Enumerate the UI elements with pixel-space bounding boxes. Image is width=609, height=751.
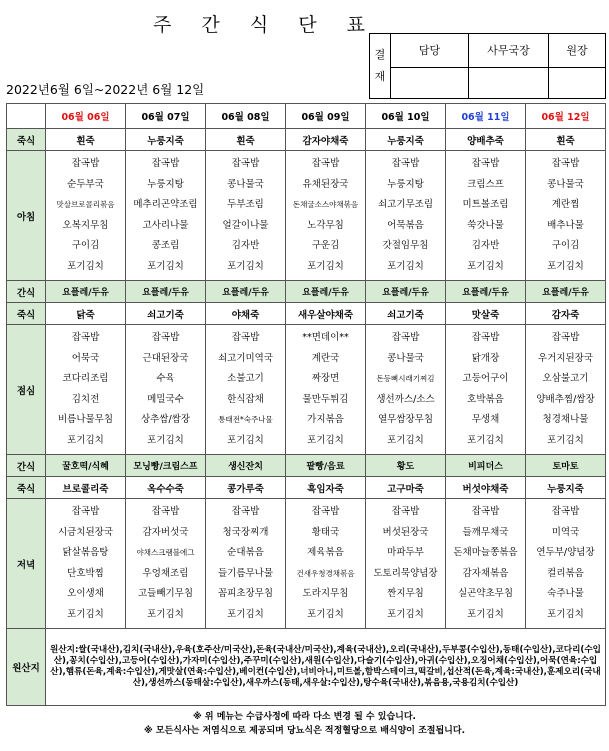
menu-item: 잡곡밥 <box>71 158 100 169</box>
menu-item: 소불고기 <box>227 373 264 384</box>
porridge1-item: 흰죽 <box>206 129 286 151</box>
lunch-day-cell <box>366 325 446 455</box>
menu-item: 어묵볶음 <box>387 219 424 231</box>
menu-item: 숙주나물 <box>547 588 584 599</box>
menu-item: 두부조림 <box>227 199 264 210</box>
porridge3-item: 버섯야채죽 <box>446 477 526 499</box>
menu-item: 컬리볶음 <box>547 567 584 579</box>
day-header: 06월 11일 <box>446 104 526 129</box>
breakfast-day-cell <box>206 151 286 281</box>
approval-label-char: 결 <box>374 48 386 61</box>
menu-item: 콩조림 <box>151 240 180 251</box>
menu-item: 구이김 <box>551 240 580 251</box>
menu-item: 포기김치 <box>147 260 184 272</box>
menu-item: 포기김치 <box>227 434 264 446</box>
menu-item: 잡곡밥 <box>551 506 580 517</box>
menu-item: 잡곡밥 <box>471 332 500 343</box>
menu-item: 미역국 <box>551 526 580 538</box>
breakfast-day-cell <box>286 151 366 281</box>
menu-item: 포기김치 <box>67 260 104 272</box>
menu-item: 순두부국 <box>67 178 104 190</box>
menu-item: 포기김치 <box>467 608 504 620</box>
menu-item: 마파두부 <box>387 547 424 558</box>
menu-item: 잡곡밥 <box>151 332 180 343</box>
menu-item: 포기김치 <box>67 608 104 620</box>
menu-item: 유채된장국 <box>302 178 349 190</box>
dinner-day-cell <box>126 499 206 629</box>
menu-item: 쇠고기미역국 <box>217 352 274 364</box>
snack2-item: 꿀호떡/식혜 <box>46 455 126 477</box>
menu-item: 청경채나물 <box>542 414 589 425</box>
porridge1-item: 감자야채죽 <box>286 129 366 151</box>
menu-item: 잡곡밥 <box>231 332 260 343</box>
snack2-item: 비피더스 <box>446 455 526 477</box>
menu-item: 콩나물국 <box>387 352 424 364</box>
menu-item: 포기김치 <box>227 608 264 620</box>
porridge3-item: 고구마죽 <box>366 477 446 499</box>
approval-role: 사무국장 <box>469 34 549 68</box>
menu-item: 얼갈이나물 <box>222 219 269 231</box>
porridge2-item: 감자죽 <box>526 303 606 325</box>
menu-item: 계란찜 <box>551 199 580 210</box>
menu-item: 시금치된장국 <box>57 526 114 538</box>
snack1-item: 요플레/두유 <box>446 281 526 303</box>
dinner-day-cell <box>446 499 526 629</box>
menu-item: 짠지무침 <box>387 588 424 599</box>
day-header: 06월 07일 <box>126 104 206 129</box>
menu-item: 포기김치 <box>467 434 504 446</box>
category-porridge: 죽식 <box>7 303 46 325</box>
dinner-day-cell <box>286 499 366 629</box>
menu-item: 고들빼기무침 <box>137 588 194 599</box>
porridge1-item: 양배추죽 <box>446 129 526 151</box>
menu-item: **면데이** <box>302 332 349 343</box>
snack1-item: 요플레/두유 <box>46 281 126 303</box>
lunch-day-cell <box>446 325 526 455</box>
lunch-day-cell <box>526 325 606 455</box>
menu-item: 연두부/양념장 <box>536 547 595 558</box>
menu-item: 구이김 <box>71 240 100 251</box>
menu-item: 포기김치 <box>307 608 344 620</box>
note-line: ※ 위 메뉴는 수급사정에 따라 다소 변경 될 수 있습니다. <box>193 712 416 722</box>
category-dinner: 저녁 <box>7 499 46 629</box>
menu-item: 황태국 <box>311 526 340 538</box>
menu-item: 비름나물무침 <box>57 414 114 425</box>
menu-item: 맛살브로콜리볶음 <box>56 200 115 209</box>
category-porridge: 죽식 <box>7 477 46 499</box>
menu-item: 열무쌈장무침 <box>377 414 434 425</box>
menu-item: 포기김치 <box>67 434 104 446</box>
menu-item: 포기김치 <box>387 260 424 272</box>
menu-item: 김자반 <box>471 240 500 251</box>
menu-item: 도라지무침 <box>302 588 349 599</box>
menu-item: 잡곡밥 <box>71 332 100 343</box>
menu-item: 계란국 <box>311 352 340 364</box>
lunch-day-cell <box>206 325 286 455</box>
snack2-item: 토마토 <box>526 455 606 477</box>
menu-item: 수육 <box>156 373 175 384</box>
category-snack: 간식 <box>7 455 46 477</box>
menu-item: 돈채마늘쫑볶음 <box>453 547 518 558</box>
category-snack: 간식 <box>7 281 46 303</box>
breakfast-day-cell <box>446 151 526 281</box>
menu-item: 순대볶음 <box>227 547 264 558</box>
breakfast-day-cell <box>46 151 126 281</box>
menu-item: 잡곡밥 <box>551 332 580 343</box>
menu-item: 감자채볶음 <box>462 567 509 579</box>
menu-item: 갓절임무침 <box>382 240 429 251</box>
menu-item: 근대된장국 <box>142 352 189 364</box>
menu-item: 고등어구이 <box>462 373 509 384</box>
porridge1-item: 흰죽 <box>526 129 606 151</box>
menu-item: 잡곡밥 <box>391 506 420 517</box>
snack2-item: 황도 <box>366 455 446 477</box>
menu-item: 짜장면 <box>311 373 340 384</box>
menu-item: 잡곡밥 <box>151 158 180 169</box>
menu-item: 잡곡밥 <box>151 506 180 517</box>
porridge2-item: 야채죽 <box>206 303 286 325</box>
day-header: 06월 06일 <box>46 104 126 129</box>
menu-table <box>6 103 606 706</box>
menu-item: 호박볶음 <box>467 393 504 405</box>
menu-item: 포기김치 <box>547 608 584 620</box>
breakfast-day-cell <box>366 151 446 281</box>
menu-item: 잡곡밥 <box>471 158 500 169</box>
menu-item: 돈등뼈시래기찌김 <box>376 374 435 383</box>
approval-sign-slot[interactable] <box>469 67 549 98</box>
menu-item: 야채스크램블에그 <box>136 548 195 557</box>
menu-item: 닭살볶음탕 <box>62 547 109 558</box>
approval-role: 원장 <box>549 34 606 68</box>
menu-item: 단호박찜 <box>67 567 104 579</box>
menu-item: 미트볼조림 <box>462 199 509 210</box>
menu-item: 크림스프 <box>467 178 504 190</box>
breakfast-day-cell <box>526 151 606 281</box>
menu-item: 상추쌈/쌈장 <box>140 414 191 425</box>
snack1-item: 요플레/두유 <box>126 281 206 303</box>
menu-item: 양배추찜/쌈장 <box>536 393 595 405</box>
menu-item: 잡곡밥 <box>391 158 420 169</box>
category-lunch: 점심 <box>7 325 46 455</box>
menu-item: 고사리나물 <box>142 219 189 231</box>
menu-item: 메추리곤약조림 <box>133 199 198 210</box>
lunch-day-cell <box>46 325 126 455</box>
porridge3-item: 흑임자죽 <box>286 477 366 499</box>
lunch-day-cell <box>126 325 206 455</box>
porridge2-item: 맛살죽 <box>446 303 526 325</box>
origin-text: 원산지:쌀(국내산),김치(국내산),우육(호주산/미국산),돈육(국내산/미국산),계육(국내산),오리(국내산),두부콩(수입산),동태(수입산),코다리(수입산),꽁치(수입산),고등어(수입산),가자미(수입산),주꾸미(수입산),새원(수입산),다슬기(수입산),아귀(수입산),오징어채(수입산),어묵(연육:수입산),햄류(돈육,계육:수입산),게맛살(연육:수입산),베이컨(수입산),너비아니,미트볼,함박스테이크,떡갈비,섭산적(돈육,계육:국내산),훈제오리(국내산),생선까스(동태살:수입산),새우까스(동태,새우살:수입산),탕수육(국내산),볶음용,국용김치(수입산) <box>46 629 606 706</box>
dinner-day-cell <box>206 499 286 629</box>
menu-item: 김자반 <box>231 240 260 251</box>
menu-item: 들기름무나물 <box>217 567 274 579</box>
day-header: 06월 10일 <box>366 104 446 129</box>
snack1-item: 요플레/두유 <box>286 281 366 303</box>
day-header: 06월 12일 <box>526 104 606 129</box>
menu-item: 우거지된장국 <box>537 352 594 364</box>
menu-item: 콩나물국 <box>227 178 264 190</box>
menu-item: 포기김치 <box>467 260 504 272</box>
breakfast-day-cell <box>126 151 206 281</box>
porridge2-item: 새우살야채죽 <box>286 303 366 325</box>
dinner-day-cell <box>46 499 126 629</box>
menu-item: 돈채굴소스야채볶음 <box>292 200 359 209</box>
menu-item: 물만두튀김 <box>302 393 349 405</box>
approval-label <box>370 34 391 99</box>
snack2-item: 모닝빵/크림스프 <box>126 455 206 477</box>
dinner-day-cell <box>526 499 606 629</box>
porridge1-item: 흰죽 <box>46 129 126 151</box>
approval-sign-slot[interactable] <box>549 67 606 98</box>
porridge3-item: 콩가루죽 <box>206 477 286 499</box>
menu-item: 감자버섯국 <box>142 526 189 538</box>
menu-item: 잡곡밥 <box>391 332 420 343</box>
menu-item: 포기김치 <box>387 608 424 620</box>
menu-item: 오삼불고기 <box>542 373 589 384</box>
menu-item: 어묵국 <box>71 352 100 364</box>
porridge1-item: 누룽지죽 <box>366 129 446 151</box>
menu-item: 생선까스/소스 <box>376 393 435 405</box>
menu-item: 잡곡밥 <box>231 506 260 517</box>
porridge3-item: 브로콜리죽 <box>46 477 126 499</box>
category-origin: 원산지 <box>7 629 46 706</box>
menu-item: 포기김치 <box>147 608 184 620</box>
menu-item: 닭개장 <box>471 352 500 364</box>
menu-item: 실곤약초무침 <box>457 588 514 599</box>
dinner-day-cell <box>366 499 446 629</box>
note-line: ※ 모든식사는 저염식으로 제공되며 당뇨식은 적정혈당으로 배식양이 조절됩니다. <box>143 726 465 736</box>
snack2-item: 팥빵/음료 <box>286 455 366 477</box>
menu-item: 김치전 <box>71 393 100 405</box>
approval-role: 담당 <box>391 34 469 68</box>
approval-sign-slot[interactable] <box>391 67 469 98</box>
menu-item: 제육볶음 <box>307 547 344 558</box>
menu-item: 한식잡채 <box>227 393 264 405</box>
menu-item: 청국장찌개 <box>222 526 269 538</box>
menu-item: 통태전*숙주나물 <box>218 415 273 424</box>
menu-item: 누룽지탕 <box>387 178 424 190</box>
menu-item: 건새우청경채볶음 <box>296 568 355 578</box>
menu-item: 노각무침 <box>307 219 344 231</box>
porridge2-item: 닭죽 <box>46 303 126 325</box>
period-range: 2022년6월 6일~2022년 6월 12일 <box>6 82 205 97</box>
menu-item: 잡곡밥 <box>551 158 580 169</box>
lunch-day-cell <box>286 325 366 455</box>
menu-item: 들깨무채국 <box>462 526 509 538</box>
menu-item: 포기김치 <box>307 260 344 272</box>
menu-item: 도토리묵양념장 <box>373 567 438 579</box>
menu-item: 잡곡밥 <box>231 158 260 169</box>
snack1-item: 요플레/두유 <box>206 281 286 303</box>
menu-item: 포기김치 <box>547 260 584 272</box>
menu-item: 구운김 <box>311 240 340 251</box>
menu-item: 포기김치 <box>387 434 424 446</box>
menu-item: 잡곡밥 <box>471 506 500 517</box>
menu-item: 우엉채조림 <box>142 567 189 579</box>
porridge1-item: 누룽지죽 <box>126 129 206 151</box>
snack2-item: 생신잔치 <box>206 455 286 477</box>
menu-item: 배추나물 <box>547 219 584 231</box>
category-breakfast: 아침 <box>7 151 46 281</box>
menu-item: 오이생채 <box>67 588 104 599</box>
menu-item: 포기김치 <box>547 434 584 446</box>
menu-item: 포기김치 <box>227 260 264 272</box>
porridge3-item: 옥수수죽 <box>126 477 206 499</box>
snack1-item: 요플레/두유 <box>526 281 606 303</box>
day-header: 06월 08일 <box>206 104 286 129</box>
menu-item: 포기김치 <box>147 434 184 446</box>
menu-item: 포기김치 <box>307 434 344 446</box>
porridge3-item: 누룽지죽 <box>526 477 606 499</box>
porridge2-item: 쇠고기죽 <box>366 303 446 325</box>
menu-item: 잡곡밥 <box>311 158 340 169</box>
menu-item: 콩나물국 <box>547 178 584 190</box>
page-title: 주 간 식 단 표 <box>153 14 377 36</box>
approval-box <box>369 33 606 99</box>
menu-item: 오복지무침 <box>62 219 109 231</box>
menu-item: 잡곡밥 <box>71 506 100 517</box>
approval-label-char: 재 <box>374 70 386 83</box>
menu-item: 꼼피초장무침 <box>217 588 274 599</box>
menu-item: 쇠고기무조림 <box>377 199 434 210</box>
day-header: 06월 09일 <box>286 104 366 129</box>
menu-item: 무생채 <box>471 414 500 425</box>
menu-item: 코다리조림 <box>62 373 109 384</box>
porridge2-item: 쇠고기죽 <box>126 303 206 325</box>
snack1-item: 요플레/두유 <box>366 281 446 303</box>
category-porridge: 죽식 <box>7 129 46 151</box>
menu-item: 메밀국수 <box>147 393 184 405</box>
menu-item: 누룽지탕 <box>147 178 184 190</box>
menu-item: 쑥갓나물 <box>467 219 504 231</box>
menu-item: 가지볶음 <box>307 414 344 425</box>
menu-item: 버섯된장국 <box>382 526 429 538</box>
menu-item: 잡곡밥 <box>311 506 340 517</box>
corner-cell <box>7 104 46 129</box>
